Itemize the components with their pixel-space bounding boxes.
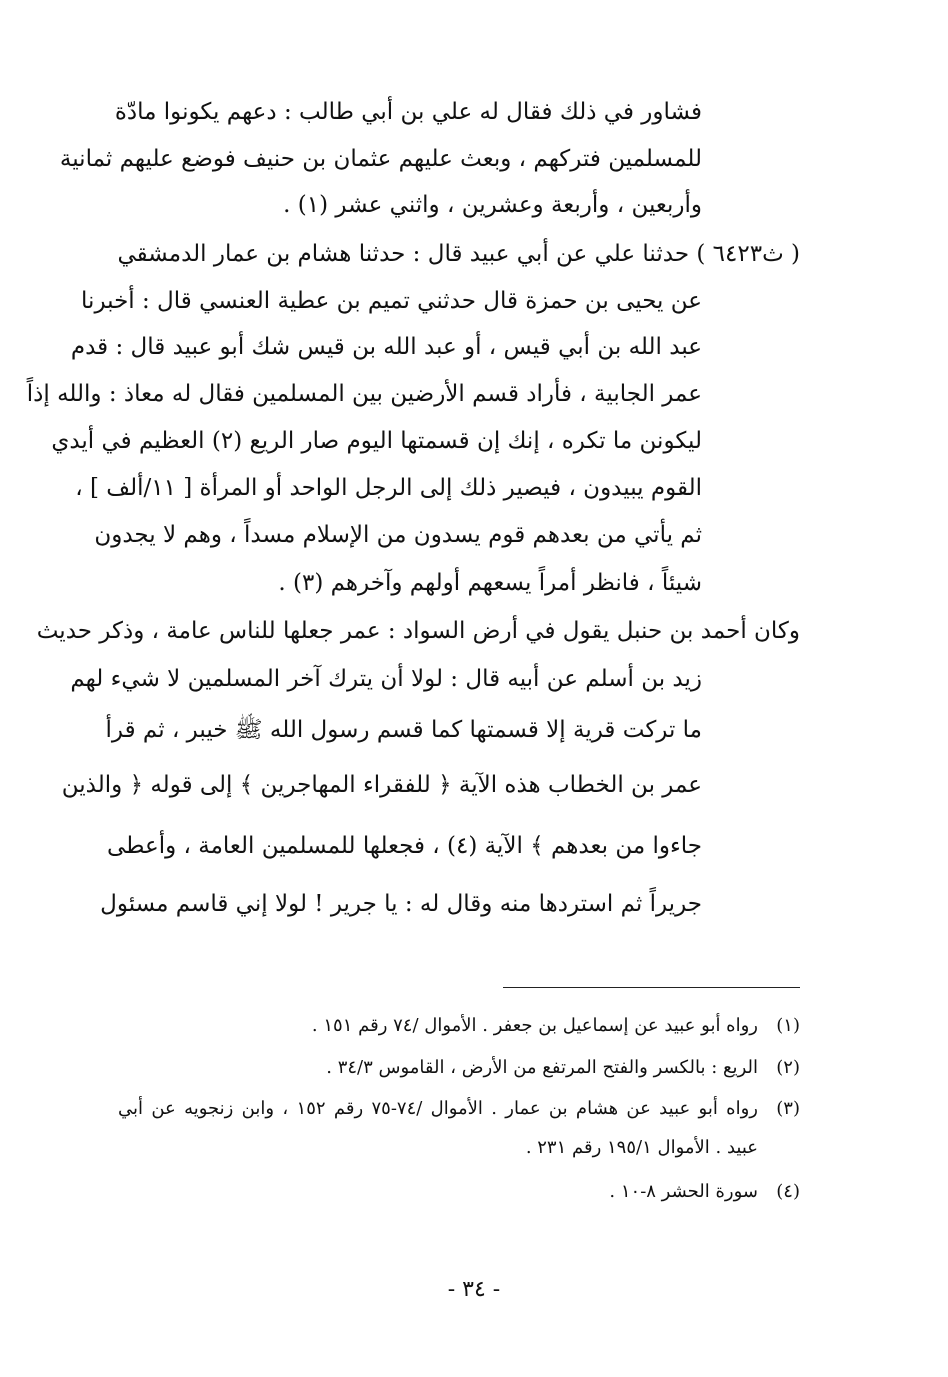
footnote-text: رواه أبو عبيد عن إسماعيل بن جعفر . الأموال /٧٤ رقم ١٥١ . — [311, 1015, 758, 1036]
footnote — [118, 1011, 800, 1041]
footnote-continuation — [118, 1133, 758, 1163]
body-line: جريراً ثم استردها منه وقال له : يا جرير ! لولا إني قاسم مسئول — [100, 891, 702, 917]
footnote-text: عبيد . الأموال ١٩٥/١ رقم ٢٣١ . — [525, 1137, 758, 1158]
body-line: جاءوا من بعدهم ﴾ الآية (٤) ، فجعلها للمسلمين العامة ، وأعطى — [106, 833, 702, 859]
footnote-text: الريع : بالكسر والفتح المرتفع من الأرض ، القاموس ٣٤/٣ . — [326, 1057, 758, 1078]
footnote-number: (١) — [776, 1015, 800, 1036]
page-number: - ٣٤ - — [447, 1277, 501, 1302]
footnote-separator — [503, 987, 800, 988]
body-line: شيئاً ، فانظر أمراً يسعهم أولهم وآخرهم (٣) . — [278, 570, 702, 596]
footnote — [118, 1053, 800, 1083]
footnote-text: رواه أبو عبيد عن هشام بن عمار . الأموال /٧٤-٧٥ رقم ١٥٢ ، وابن زنجويه عن أبي — [118, 1098, 758, 1119]
body-line: زيد بن أسلم عن أبيه قال : لولا أن يترك آخر المسلمين لا شيء لهم — [70, 666, 702, 692]
footnote — [118, 1177, 800, 1207]
footnote — [118, 1094, 800, 1124]
body-line: وكان أحمد بن حنبل يقول في أرض السواد : عمر جعلها للناس عامة ، وذكر حديث — [36, 618, 800, 644]
body-line: ليكونن ما تكره ، إنك إن قسمتها اليوم صار الريع (٢) العظيم في أيدي — [51, 428, 702, 454]
body-line: القوم يبيدون ، فيصير ذلك إلى الرجل الواحد أو المرأة [ ١١/ألف ] ، — [75, 475, 702, 501]
body-line: عمر بن الخطاب هذه الآية ﴿ للفقراء المهاجرين ﴾ إلى قوله ﴿ والذين — [61, 772, 702, 798]
footnote-text: سورة الحشر ٨-١٠ . — [609, 1181, 758, 1202]
footnote-number: (٣) — [776, 1098, 800, 1119]
body-line: عبد الله بن أبي قيس ، أو عبد الله بن قيس شك أبو عبيد قال : قدم — [70, 334, 702, 360]
body-line: ( ث٦٤٢٣ ) حدثنا علي عن أبي عبيد قال : حدثنا هشام بن عمار الدمشقي — [117, 241, 800, 267]
body-line: عن يحيى بن حمزة قال حدثني تميم بن عطية العنسي قال : أخبرنا — [81, 288, 702, 314]
body-line: للمسلمين فتركهم ، وبعث عليهم عثمان بن حنيف فوضع عليهم ثمانية — [59, 146, 702, 172]
body-line: عمر الجابية ، فأراد قسم الأرضين بين المسلمين فقال له معاذ : والله إذاً — [26, 381, 702, 407]
footnote-number: (٢) — [776, 1057, 800, 1078]
body-line: وأربعين ، وأربعة وعشرين ، واثني عشر (١) . — [283, 192, 702, 218]
footnote-number: (٤) — [776, 1181, 800, 1202]
body-line: ما تركت قرية إلا قسمتها كما قسم رسول الله ﷺ خيبر ، ثم قرأ — [105, 717, 702, 743]
body-line: ثم يأتي من بعدهم قوم يسدون من الإسلام مسداً ، وهم لا يجدون — [94, 522, 702, 548]
body-line: فشاور في ذلك فقال له علي بن أبي طالب : دعهم يكونوا مادّة — [114, 99, 702, 125]
